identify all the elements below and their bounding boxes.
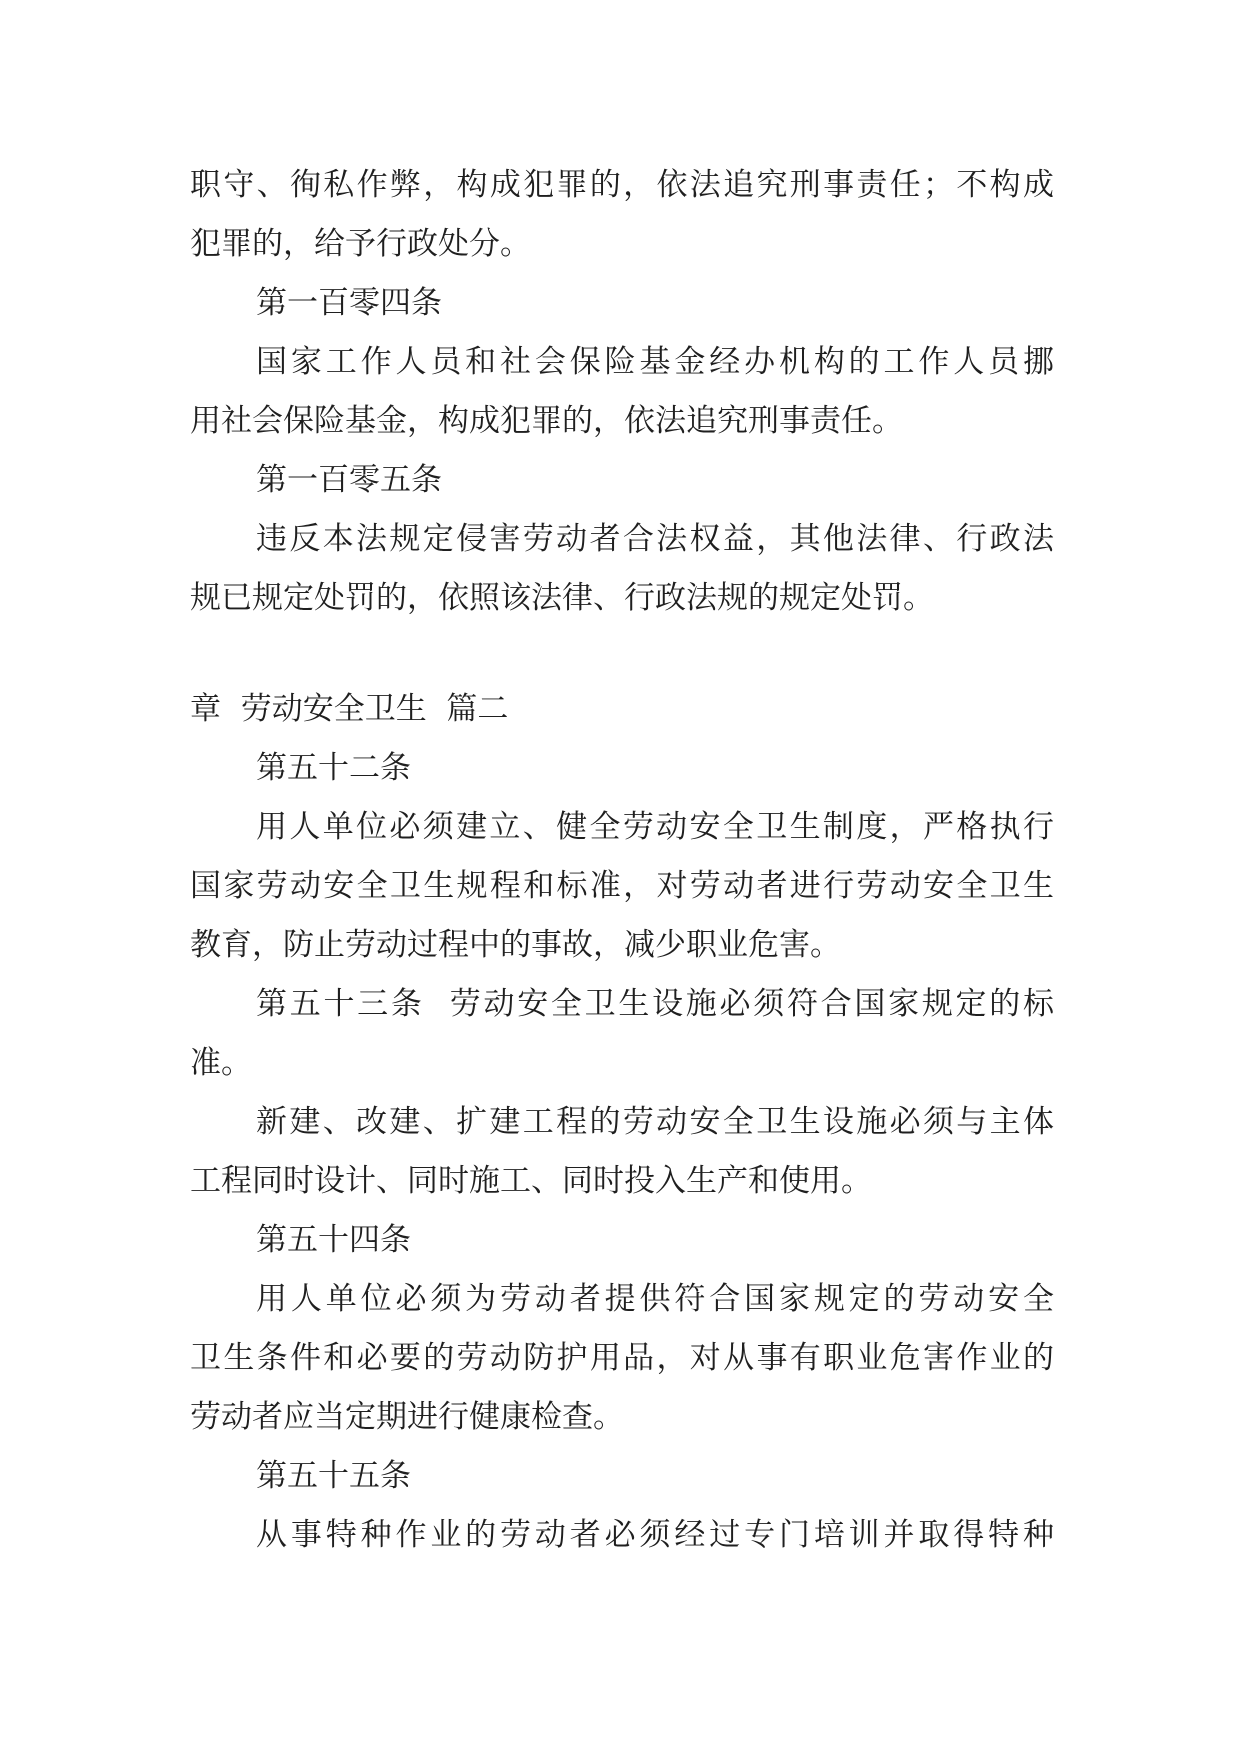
article-heading: 第五十五条 (256, 1458, 411, 1494)
text-line: 国家劳动安全卫生规程和标准，对劳动者进行劳动安全卫生 (190, 868, 1054, 904)
text-line: 新建、改建、扩建工程的劳动安全卫生设施必须与主体 (256, 1104, 1054, 1140)
article-heading: 第五十四条 (256, 1222, 411, 1258)
text-line: 教育，防止劳动过程中的事故，减少职业危害。 (190, 927, 841, 963)
chapter-heading: 章 劳动安全卫生 篇二 (190, 691, 509, 727)
text-line: 从事特种作业的劳动者必须经过专门培训并取得特种 (256, 1517, 1054, 1553)
article-heading: 第五十三条 劳动安全卫生设施必须符合国家规定的标 (256, 986, 1054, 1022)
text-line: 犯罪的，给予行政处分。 (190, 226, 531, 262)
article-heading: 第五十二条 (256, 750, 411, 786)
text-line: 准。 (190, 1045, 252, 1081)
text-line: 用社会保险基金，构成犯罪的，依法追究刑事责任。 (190, 403, 903, 439)
text-line: 卫生条件和必要的劳动防护用品，对从事有职业危害作业的 (190, 1340, 1054, 1376)
text-line: 工程同时设计、同时施工、同时投入生产和使用。 (190, 1163, 872, 1199)
article-heading: 第一百零四条 (256, 285, 442, 321)
text-line: 职守、徇私作弊，构成犯罪的，依法追究刑事责任；不构成 (190, 167, 1054, 203)
text-line: 规已规定处罚的，依照该法律、行政法规的规定处罚。 (190, 580, 934, 616)
text-line: 劳动者应当定期进行健康检查。 (190, 1399, 624, 1435)
article-heading: 第一百零五条 (256, 462, 442, 498)
text-line: 国家工作人员和社会保险基金经办机构的工作人员挪 (256, 344, 1054, 380)
text-line: 用人单位必须建立、健全劳动安全卫生制度，严格执行 (256, 809, 1054, 845)
text-line: 违反本法规定侵害劳动者合法权益，其他法律、行政法 (256, 521, 1054, 557)
text-line: 用人单位必须为劳动者提供符合国家规定的劳动安全 (256, 1281, 1054, 1317)
